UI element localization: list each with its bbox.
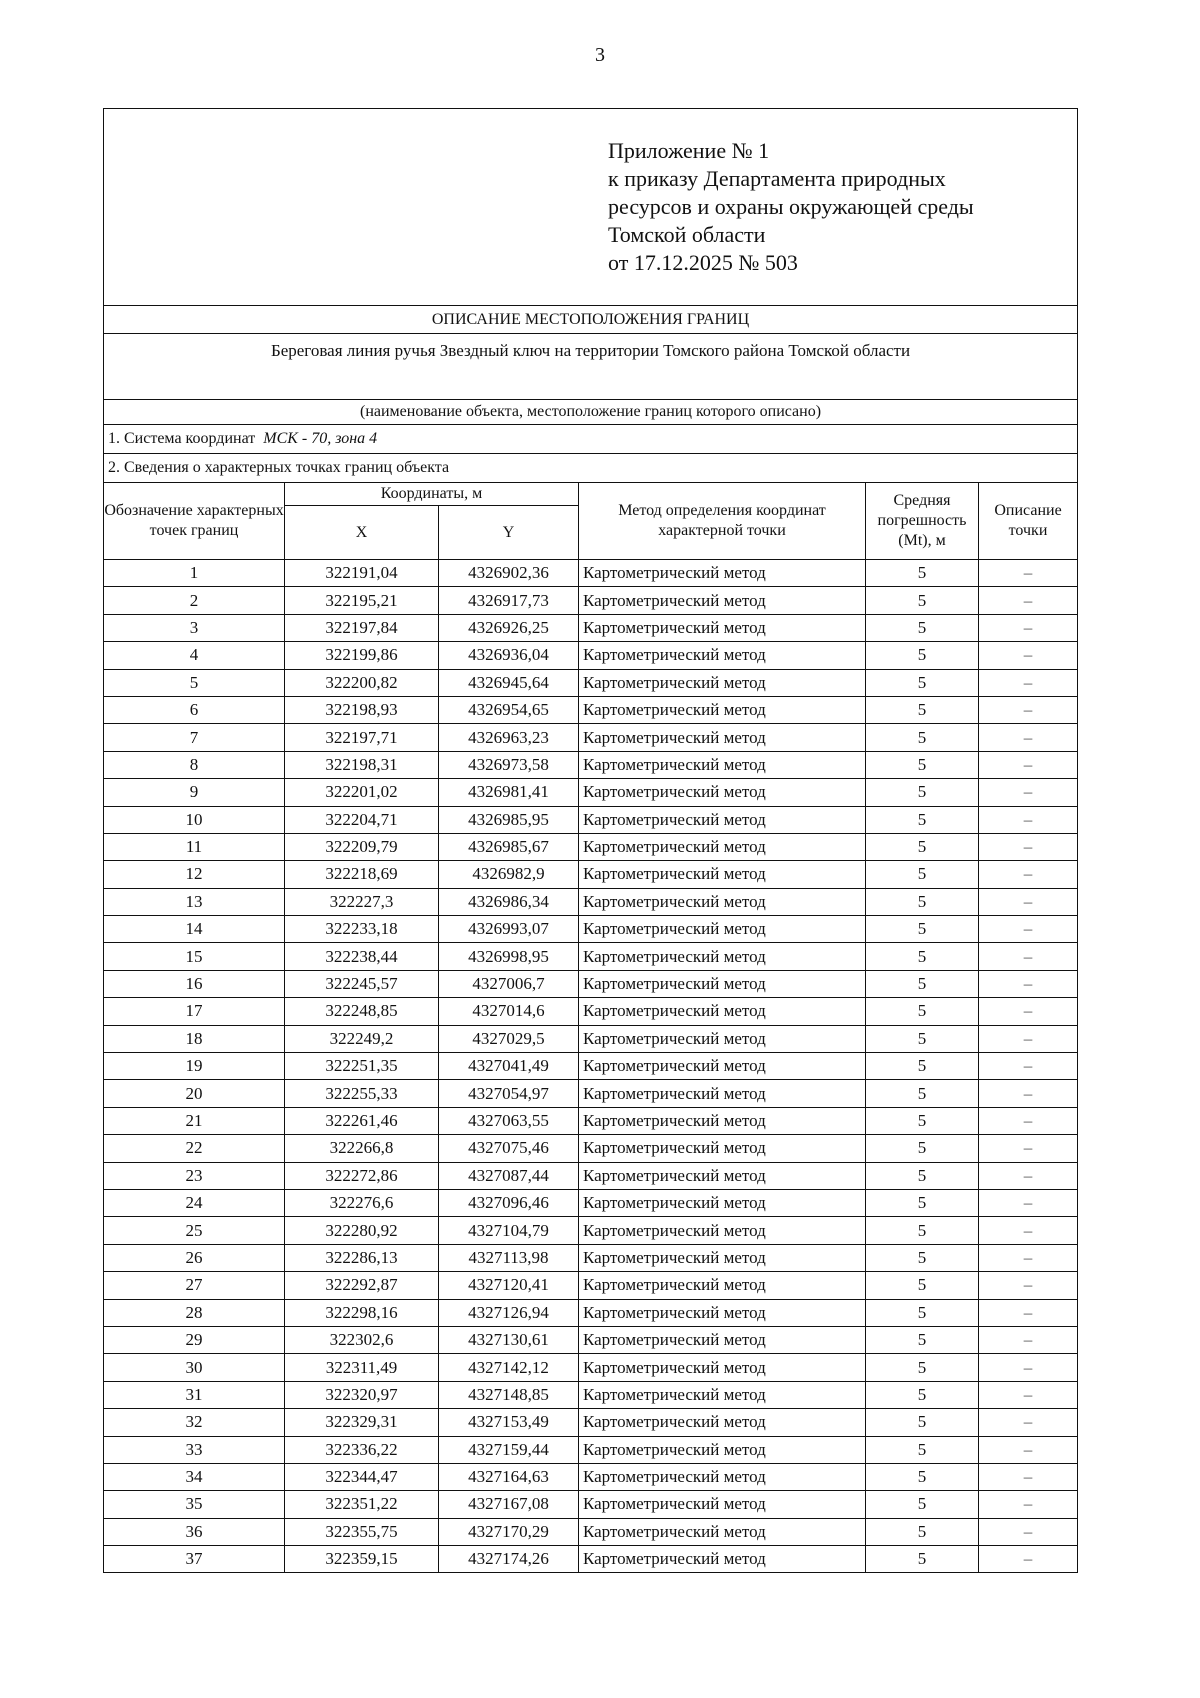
page-number: 3 xyxy=(595,44,605,66)
table-row xyxy=(104,1217,1078,1244)
table-row xyxy=(104,998,1078,1025)
y-coord-cell: 4327041,49 xyxy=(439,1053,579,1080)
point-number-cell: 28 xyxy=(104,1299,285,1326)
description-cell: – xyxy=(979,642,1078,669)
accuracy-cell: 5 xyxy=(866,1381,979,1408)
point-number-cell: 16 xyxy=(104,970,285,997)
point-number-cell: 27 xyxy=(104,1272,285,1299)
accuracy-cell: 5 xyxy=(866,888,979,915)
y-coord-cell: 4327148,85 xyxy=(439,1381,579,1408)
method-cell: Картометрический метод xyxy=(579,642,866,669)
table-row xyxy=(104,1299,1078,1326)
x-coord-cell: 322255,33 xyxy=(285,1080,439,1107)
point-number-cell: 6 xyxy=(104,696,285,723)
accuracy-cell: 5 xyxy=(866,1244,979,1271)
accuracy-cell: 5 xyxy=(866,1080,979,1107)
document-title: ОПИСАНИЕ МЕСТОПОЛОЖЕНИЯ ГРАНИЦ xyxy=(104,306,1078,334)
table-row xyxy=(104,888,1078,915)
accuracy-cell: 5 xyxy=(866,642,979,669)
accuracy-cell: 5 xyxy=(866,1326,979,1353)
method-cell: Картометрический метод xyxy=(579,779,866,806)
accuracy-cell: 5 xyxy=(866,943,979,970)
method-cell: Картометрический метод xyxy=(579,943,866,970)
point-number-cell: 8 xyxy=(104,751,285,778)
table-row xyxy=(104,861,1078,888)
description-cell: – xyxy=(979,1326,1078,1353)
y-coord-cell: 4326973,58 xyxy=(439,751,579,778)
description-cell: – xyxy=(979,943,1078,970)
x-coord-cell: 322218,69 xyxy=(285,861,439,888)
header-method: Метод определения координат характерной точки xyxy=(579,483,866,560)
accuracy-cell: 5 xyxy=(866,1436,979,1463)
x-coord-cell: 322302,6 xyxy=(285,1326,439,1353)
point-number-cell: 37 xyxy=(104,1546,285,1573)
x-coord-cell: 322198,93 xyxy=(285,696,439,723)
point-number-cell: 2 xyxy=(104,587,285,614)
y-coord-cell: 4326902,36 xyxy=(439,560,579,587)
accuracy-cell: 5 xyxy=(866,1409,979,1436)
x-coord-cell: 322344,47 xyxy=(285,1463,439,1490)
method-cell: Картометрический метод xyxy=(579,614,866,641)
method-cell: Картометрический метод xyxy=(579,1135,866,1162)
description-cell: – xyxy=(979,1244,1078,1271)
description-cell: – xyxy=(979,614,1078,641)
accuracy-cell: 5 xyxy=(866,1463,979,1490)
description-cell: – xyxy=(979,1299,1078,1326)
description-cell: – xyxy=(979,751,1078,778)
x-coord-cell: 322198,31 xyxy=(285,751,439,778)
method-cell: Картометрический метод xyxy=(579,861,866,888)
description-cell: – xyxy=(979,916,1078,943)
point-number-cell: 34 xyxy=(104,1463,285,1490)
point-number-cell: 17 xyxy=(104,998,285,1025)
y-coord-cell: 4327170,29 xyxy=(439,1518,579,1545)
y-coord-cell: 4326963,23 xyxy=(439,724,579,751)
appendix-line: ресурсов и охраны окружающей среды xyxy=(608,194,974,219)
y-coord-cell: 4326981,41 xyxy=(439,779,579,806)
y-coord-cell: 4326982,9 xyxy=(439,861,579,888)
point-number-cell: 15 xyxy=(104,943,285,970)
point-number-cell: 3 xyxy=(104,614,285,641)
header-point: Обозначение характерных точек границ xyxy=(104,483,285,560)
description-cell: – xyxy=(979,669,1078,696)
method-cell: Картометрический метод xyxy=(579,1217,866,1244)
point-number-cell: 31 xyxy=(104,1381,285,1408)
table-row xyxy=(104,696,1078,723)
accuracy-cell: 5 xyxy=(866,1053,979,1080)
method-cell: Картометрический метод xyxy=(579,1436,866,1463)
method-cell: Картометрический метод xyxy=(579,1162,866,1189)
table-row xyxy=(104,669,1078,696)
appendix-header-cell xyxy=(104,109,1078,306)
description-cell: – xyxy=(979,1436,1078,1463)
x-coord-cell: 322292,87 xyxy=(285,1272,439,1299)
table-row xyxy=(104,1189,1078,1216)
header-x: X xyxy=(285,506,439,560)
description-cell: – xyxy=(979,779,1078,806)
point-number-cell: 20 xyxy=(104,1080,285,1107)
method-cell: Картометрический метод xyxy=(579,1189,866,1216)
method-cell: Картометрический метод xyxy=(579,1025,866,1052)
method-cell: Картометрический метод xyxy=(579,669,866,696)
method-cell: Картометрический метод xyxy=(579,916,866,943)
description-cell: – xyxy=(979,1272,1078,1299)
table-row xyxy=(104,1080,1078,1107)
coord-system-label: 1. Система координат xyxy=(108,430,256,447)
y-coord-cell: 4327014,6 xyxy=(439,998,579,1025)
y-coord-cell: 4327075,46 xyxy=(439,1135,579,1162)
y-coord-cell: 4327142,12 xyxy=(439,1354,579,1381)
y-coord-cell: 4327120,41 xyxy=(439,1272,579,1299)
appendix-line: от 17.12.2025 № 503 xyxy=(608,250,798,275)
accuracy-cell: 5 xyxy=(866,724,979,751)
header-accuracy: Средняя погрешность (Mt), м xyxy=(866,483,979,560)
accuracy-cell: 5 xyxy=(866,833,979,860)
object-name: Береговая линия ручья Звездный ключ на территории Томского района Томской области xyxy=(104,334,1078,400)
method-cell: Картометрический метод xyxy=(579,1107,866,1134)
x-coord-cell: 322261,46 xyxy=(285,1107,439,1134)
x-coord-cell: 322355,75 xyxy=(285,1518,439,1545)
x-coord-cell: 322286,13 xyxy=(285,1244,439,1271)
y-coord-cell: 4327167,08 xyxy=(439,1491,579,1518)
description-cell: – xyxy=(979,998,1078,1025)
table-row xyxy=(104,833,1078,860)
table-row xyxy=(104,1354,1078,1381)
table-row xyxy=(104,1272,1078,1299)
x-coord-cell: 322233,18 xyxy=(285,916,439,943)
point-number-cell: 25 xyxy=(104,1217,285,1244)
description-cell: – xyxy=(979,888,1078,915)
x-coord-cell: 322251,35 xyxy=(285,1053,439,1080)
table-row xyxy=(104,1491,1078,1518)
table-row xyxy=(104,1381,1078,1408)
accuracy-cell: 5 xyxy=(866,1354,979,1381)
x-coord-cell: 322191,04 xyxy=(285,560,439,587)
point-number-cell: 33 xyxy=(104,1436,285,1463)
description-cell: – xyxy=(979,560,1078,587)
method-cell: Картометрический метод xyxy=(579,1299,866,1326)
y-coord-cell: 4326936,04 xyxy=(439,642,579,669)
accuracy-cell: 5 xyxy=(866,1162,979,1189)
point-number-cell: 19 xyxy=(104,1053,285,1080)
table-row xyxy=(104,1409,1078,1436)
method-cell: Картометрический метод xyxy=(579,587,866,614)
table-row xyxy=(104,1107,1078,1134)
appendix-line: к приказу Департамента природных xyxy=(608,166,946,191)
y-coord-cell: 4327153,49 xyxy=(439,1409,579,1436)
y-coord-cell: 4327159,44 xyxy=(439,1436,579,1463)
point-number-cell: 10 xyxy=(104,806,285,833)
x-coord-cell: 322359,15 xyxy=(285,1546,439,1573)
y-coord-cell: 4327130,61 xyxy=(439,1326,579,1353)
description-cell: – xyxy=(979,861,1078,888)
description-cell: – xyxy=(979,1491,1078,1518)
accuracy-cell: 5 xyxy=(866,779,979,806)
accuracy-cell: 5 xyxy=(866,806,979,833)
method-cell: Картометрический метод xyxy=(579,1463,866,1490)
accuracy-cell: 5 xyxy=(866,1217,979,1244)
point-number-cell: 12 xyxy=(104,861,285,888)
table-row xyxy=(104,1053,1078,1080)
accuracy-cell: 5 xyxy=(866,861,979,888)
appendix-line: Приложение № 1 xyxy=(608,138,770,163)
header-y: Y xyxy=(439,506,579,560)
y-coord-cell: 4327087,44 xyxy=(439,1162,579,1189)
description-cell: – xyxy=(979,696,1078,723)
table-row xyxy=(104,1326,1078,1353)
accuracy-cell: 5 xyxy=(866,696,979,723)
x-coord-cell: 322336,22 xyxy=(285,1436,439,1463)
section2-heading: 2. Сведения о характерных точках границ объекта xyxy=(104,454,1078,483)
y-coord-cell: 4327096,46 xyxy=(439,1189,579,1216)
point-number-cell: 29 xyxy=(104,1326,285,1353)
y-coord-cell: 4326985,67 xyxy=(439,833,579,860)
y-coord-cell: 4326993,07 xyxy=(439,916,579,943)
x-coord-cell: 322199,86 xyxy=(285,642,439,669)
point-number-cell: 35 xyxy=(104,1491,285,1518)
description-cell: – xyxy=(979,806,1078,833)
accuracy-cell: 5 xyxy=(866,587,979,614)
method-cell: Картометрический метод xyxy=(579,1272,866,1299)
x-coord-cell: 322238,44 xyxy=(285,943,439,970)
boundary-table xyxy=(103,108,1078,1573)
y-coord-cell: 4326985,95 xyxy=(439,806,579,833)
method-cell: Картометрический метод xyxy=(579,888,866,915)
coord-system-row xyxy=(104,425,1078,454)
header-coords: Координаты, м xyxy=(285,483,579,506)
y-coord-cell: 4327063,55 xyxy=(439,1107,579,1134)
point-number-cell: 1 xyxy=(104,560,285,587)
x-coord-cell: 322320,97 xyxy=(285,1381,439,1408)
method-cell: Картометрический метод xyxy=(579,998,866,1025)
method-cell: Картометрический метод xyxy=(579,1080,866,1107)
y-coord-cell: 4327174,26 xyxy=(439,1546,579,1573)
method-cell: Картометрический метод xyxy=(579,806,866,833)
accuracy-cell: 5 xyxy=(866,751,979,778)
method-cell: Картометрический метод xyxy=(579,1409,866,1436)
x-coord-cell: 322329,31 xyxy=(285,1409,439,1436)
table-row xyxy=(104,1244,1078,1271)
appendix-block xyxy=(608,137,1077,277)
table-row xyxy=(104,779,1078,806)
y-coord-cell: 4327006,7 xyxy=(439,970,579,997)
description-cell: – xyxy=(979,970,1078,997)
method-cell: Картометрический метод xyxy=(579,1053,866,1080)
document-frame xyxy=(103,108,1077,1573)
accuracy-cell: 5 xyxy=(866,1189,979,1216)
point-number-cell: 21 xyxy=(104,1107,285,1134)
point-number-cell: 9 xyxy=(104,779,285,806)
table-row xyxy=(104,751,1078,778)
method-cell: Картометрический метод xyxy=(579,970,866,997)
x-coord-cell: 322227,3 xyxy=(285,888,439,915)
accuracy-cell: 5 xyxy=(866,669,979,696)
table-row xyxy=(104,916,1078,943)
accuracy-cell: 5 xyxy=(866,970,979,997)
point-number-cell: 22 xyxy=(104,1135,285,1162)
method-cell: Картометрический метод xyxy=(579,1354,866,1381)
x-coord-cell: 322276,6 xyxy=(285,1189,439,1216)
table-row xyxy=(104,1162,1078,1189)
point-number-cell: 14 xyxy=(104,916,285,943)
x-coord-cell: 322280,92 xyxy=(285,1217,439,1244)
point-number-cell: 5 xyxy=(104,669,285,696)
x-coord-cell: 322298,16 xyxy=(285,1299,439,1326)
x-coord-cell: 322209,79 xyxy=(285,833,439,860)
point-number-cell: 23 xyxy=(104,1162,285,1189)
point-number-cell: 30 xyxy=(104,1354,285,1381)
x-coord-cell: 322351,22 xyxy=(285,1491,439,1518)
point-number-cell: 36 xyxy=(104,1518,285,1545)
method-cell: Картометрический метод xyxy=(579,751,866,778)
point-number-cell: 18 xyxy=(104,1025,285,1052)
x-coord-cell: 322200,82 xyxy=(285,669,439,696)
method-cell: Картометрический метод xyxy=(579,1546,866,1573)
point-number-cell: 4 xyxy=(104,642,285,669)
y-coord-cell: 4327126,94 xyxy=(439,1299,579,1326)
description-cell: – xyxy=(979,1025,1078,1052)
accuracy-cell: 5 xyxy=(866,1299,979,1326)
description-cell: – xyxy=(979,1080,1078,1107)
method-cell: Картометрический метод xyxy=(579,1326,866,1353)
description-cell: – xyxy=(979,1107,1078,1134)
point-number-cell: 7 xyxy=(104,724,285,751)
description-cell: – xyxy=(979,1409,1078,1436)
description-cell: – xyxy=(979,587,1078,614)
table-row xyxy=(104,642,1078,669)
accuracy-cell: 5 xyxy=(866,916,979,943)
x-coord-cell: 322204,71 xyxy=(285,806,439,833)
y-coord-cell: 4327029,5 xyxy=(439,1025,579,1052)
table-row xyxy=(104,587,1078,614)
description-cell: – xyxy=(979,1518,1078,1545)
description-cell: – xyxy=(979,833,1078,860)
header-description: Описание точки xyxy=(979,483,1078,560)
description-cell: – xyxy=(979,1053,1078,1080)
description-cell: – xyxy=(979,1381,1078,1408)
method-cell: Картометрический метод xyxy=(579,1244,866,1271)
y-coord-cell: 4326954,65 xyxy=(439,696,579,723)
accuracy-cell: 5 xyxy=(866,1107,979,1134)
x-coord-cell: 322195,21 xyxy=(285,587,439,614)
accuracy-cell: 5 xyxy=(866,998,979,1025)
y-coord-cell: 4326986,34 xyxy=(439,888,579,915)
y-coord-cell: 4327104,79 xyxy=(439,1217,579,1244)
y-coord-cell: 4326998,95 xyxy=(439,943,579,970)
table-row xyxy=(104,1436,1078,1463)
y-coord-cell: 4327164,63 xyxy=(439,1463,579,1490)
table-row xyxy=(104,806,1078,833)
description-cell: – xyxy=(979,1217,1078,1244)
accuracy-cell: 5 xyxy=(866,1491,979,1518)
appendix-line: Томской области xyxy=(608,222,766,247)
table-row xyxy=(104,943,1078,970)
accuracy-cell: 5 xyxy=(866,614,979,641)
description-cell: – xyxy=(979,1546,1078,1573)
description-cell: – xyxy=(979,1354,1078,1381)
y-coord-cell: 4326945,64 xyxy=(439,669,579,696)
accuracy-cell: 5 xyxy=(866,1546,979,1573)
y-coord-cell: 4327054,97 xyxy=(439,1080,579,1107)
accuracy-cell: 5 xyxy=(866,1272,979,1299)
x-coord-cell: 322272,86 xyxy=(285,1162,439,1189)
accuracy-cell: 5 xyxy=(866,1025,979,1052)
method-cell: Картометрический метод xyxy=(579,724,866,751)
method-cell: Картометрический метод xyxy=(579,1518,866,1545)
x-coord-cell: 322311,49 xyxy=(285,1354,439,1381)
accuracy-cell: 5 xyxy=(866,1135,979,1162)
x-coord-cell: 322249,2 xyxy=(285,1025,439,1052)
description-cell: – xyxy=(979,724,1078,751)
point-number-cell: 11 xyxy=(104,833,285,860)
table-row xyxy=(104,970,1078,997)
table-row xyxy=(104,1546,1078,1573)
table-row xyxy=(104,560,1078,587)
object-caption: (наименование объекта, местоположение границ которого описано) xyxy=(104,400,1078,425)
y-coord-cell: 4326917,73 xyxy=(439,587,579,614)
y-coord-cell: 4327113,98 xyxy=(439,1244,579,1271)
point-number-cell: 13 xyxy=(104,888,285,915)
y-coord-cell: 4326926,25 xyxy=(439,614,579,641)
x-coord-cell: 322248,85 xyxy=(285,998,439,1025)
x-coord-cell: 322245,57 xyxy=(285,970,439,997)
point-number-cell: 32 xyxy=(104,1409,285,1436)
table-row xyxy=(104,1518,1078,1545)
table-row xyxy=(104,1025,1078,1052)
x-coord-cell: 322197,71 xyxy=(285,724,439,751)
table-row xyxy=(104,614,1078,641)
table-row xyxy=(104,724,1078,751)
method-cell: Картометрический метод xyxy=(579,1381,866,1408)
table-row xyxy=(104,1135,1078,1162)
x-coord-cell: 322201,02 xyxy=(285,779,439,806)
point-number-cell: 26 xyxy=(104,1244,285,1271)
accuracy-cell: 5 xyxy=(866,1518,979,1545)
description-cell: – xyxy=(979,1162,1078,1189)
description-cell: – xyxy=(979,1463,1078,1490)
table-row xyxy=(104,1463,1078,1490)
accuracy-cell: 5 xyxy=(866,560,979,587)
method-cell: Картометрический метод xyxy=(579,833,866,860)
description-cell: – xyxy=(979,1135,1078,1162)
x-coord-cell: 322266,8 xyxy=(285,1135,439,1162)
description-cell: – xyxy=(979,1189,1078,1216)
method-cell: Картометрический метод xyxy=(579,560,866,587)
x-coord-cell: 322197,84 xyxy=(285,614,439,641)
point-number-cell: 24 xyxy=(104,1189,285,1216)
coord-system-value: МСК - 70, зона 4 xyxy=(263,430,378,447)
method-cell: Картометрический метод xyxy=(579,696,866,723)
method-cell: Картометрический метод xyxy=(579,1491,866,1518)
